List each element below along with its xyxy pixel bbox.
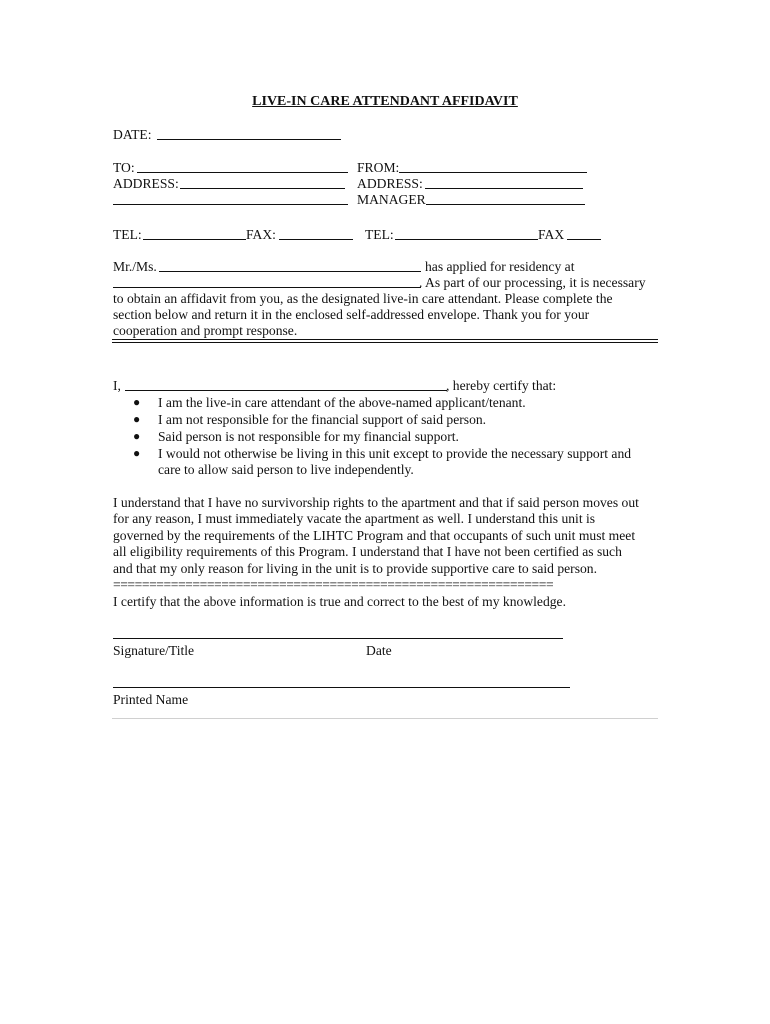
tel-field-left[interactable] — [143, 239, 246, 240]
bullet-item-continuation: care to allow said person to live independently. — [158, 462, 414, 477]
date-field[interactable] — [157, 139, 341, 140]
bullet-item: I would not otherwise be living in this unit except to provide the necessary support and — [158, 446, 632, 461]
bullet-icon: ● — [133, 412, 141, 426]
i-label: I, — [113, 378, 121, 393]
page-bottom-rule — [112, 718, 658, 719]
paragraph-line: governed by the requirements of the LIHTC Program and that occupants of such unit must meet — [113, 527, 636, 543]
fax-label-right: FAX — [538, 227, 565, 242]
tel-label-right: TEL: — [365, 227, 394, 242]
fax-field-left[interactable] — [279, 239, 353, 240]
date-label: DATE: — [113, 127, 152, 142]
bullet-icon: ● — [133, 429, 141, 443]
tel-field-right[interactable] — [395, 239, 538, 240]
signature-field[interactable] — [113, 638, 563, 639]
paragraph-line: I understand that I have no survivorship rights to the apartment and that if said person moves out — [113, 495, 639, 510]
intro-line3: to obtain an affidavit from you, as the designated live-in care attendant. Please complete the — [113, 291, 613, 306]
intro-line5: cooperation and prompt response. — [113, 323, 298, 338]
mr-ms-label: Mr./Ms. — [113, 259, 157, 274]
bullet-item: Said person is not responsible for my financial support. — [158, 429, 459, 444]
intro-line4: section below and return it in the enclosed self-addressed envelope. Thank you for your — [113, 307, 590, 322]
understand-paragraph — [113, 495, 639, 577]
manager-field[interactable] — [426, 204, 585, 205]
fax-field-right[interactable] — [567, 239, 601, 240]
document-title: LIVE-IN CARE ATTENDANT AFFIDAVIT — [252, 94, 518, 109]
applicant-name-field[interactable] — [159, 271, 421, 272]
paragraph-line: for any reason, I must immediately vacate the apartment as well. I understand this unit is — [113, 511, 596, 527]
to-label: TO: — [113, 160, 135, 175]
intro-line2: . As part of our processing, it is necessary — [419, 275, 646, 290]
printed-name-field[interactable] — [113, 687, 570, 688]
section-divider — [112, 339, 658, 343]
from-field[interactable] — [399, 172, 587, 173]
hereby-certify-text: , hereby certify that: — [446, 378, 557, 393]
signature-date-label: Date — [366, 643, 392, 658]
attendant-name-field[interactable] — [125, 390, 447, 391]
paragraph-line: and that my only reason for living in the unit is to provide supportive care to said person. — [113, 560, 597, 576]
signature-title-label: Signature/Title — [113, 643, 195, 658]
fax-label-left: FAX: — [246, 227, 276, 242]
to-field[interactable] — [137, 172, 348, 173]
printed-name-label: Printed Name — [113, 692, 189, 707]
property-field[interactable] — [113, 287, 421, 288]
from-label: FROM: — [357, 160, 400, 175]
bullet-icon: ● — [133, 446, 141, 460]
tel-label-left: TEL: — [113, 227, 142, 242]
paragraph-line: all eligibility requirements of this Program. I understand that I have not been certified as such — [113, 544, 622, 560]
address-label-right: ADDRESS: — [357, 176, 423, 191]
equals-separator: ============================================================= — [113, 577, 554, 592]
manager-label: MANAGER — [357, 192, 426, 207]
bullet-icon: ● — [133, 395, 141, 409]
address-line2-field[interactable] — [113, 204, 348, 205]
address-field-left[interactable] — [180, 188, 345, 189]
address-label-left: ADDRESS: — [113, 176, 179, 191]
bullet-item: I am the live-in care attendant of the above-named applicant/tenant. — [158, 395, 526, 410]
bullet-item: I am not responsible for the financial support of said person. — [158, 412, 487, 427]
address-field-right[interactable] — [425, 188, 583, 189]
applied-text: has applied for residency at — [425, 259, 575, 274]
certify-true-statement: I certify that the above information is true and correct to the best of my knowledge. — [113, 594, 566, 609]
